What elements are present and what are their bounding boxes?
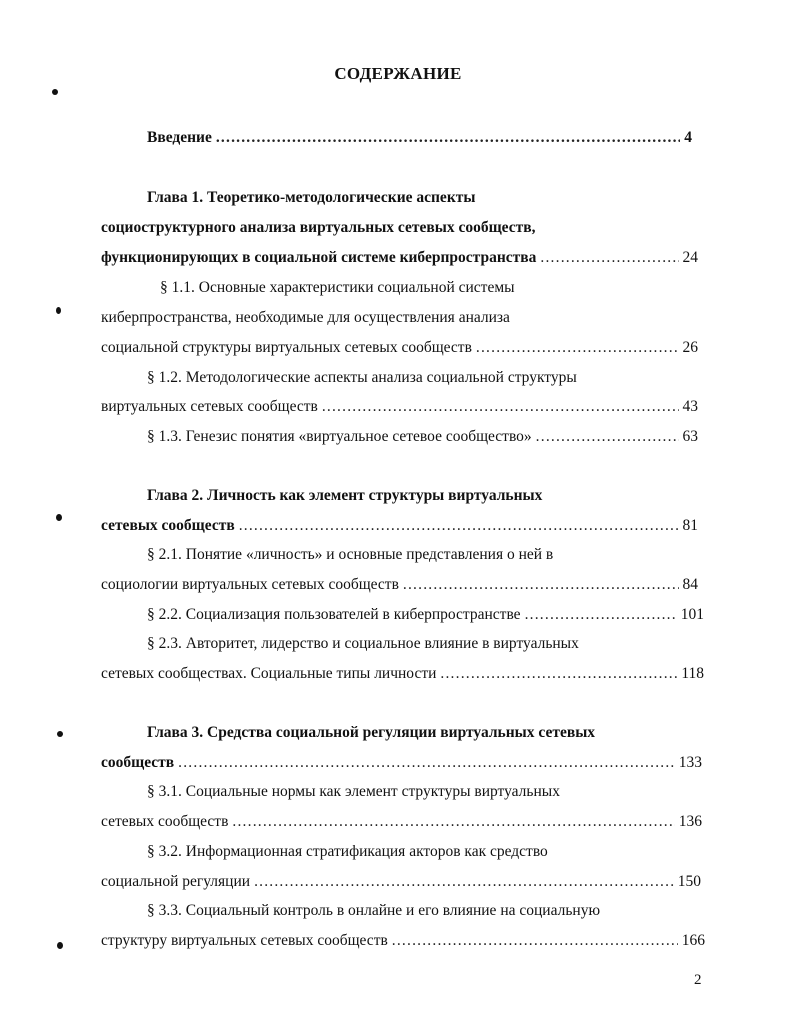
leader-dots (392, 931, 678, 951)
section-3-1-line: сетевых сообществ (101, 813, 229, 830)
section-3-2-line: социальной регуляции (101, 873, 251, 890)
chapter-1-page: 24 (682, 249, 698, 266)
scan-mark (57, 942, 63, 949)
section-3-1-line: § 3.1. Социальные нормы как элемент структуры виртуальных (147, 783, 560, 800)
section-1-3-entry (147, 427, 698, 447)
leader-dots (476, 338, 679, 358)
leader-dots (254, 872, 674, 892)
section-3-1-page: 136 (678, 813, 702, 830)
section-1-1-entry (101, 338, 698, 358)
section-1-2-line: § 1.2. Методологические аспекты анализа социальной структуры (147, 369, 577, 386)
section-3-2-page: 150 (677, 873, 701, 890)
section-3-3-entry (101, 931, 705, 951)
leader-dots (525, 605, 677, 625)
section-1-1-line: киберпространства, необходимые для осуществления анализа (101, 309, 510, 326)
chapter-2-entry (101, 516, 698, 536)
section-1-1-page: 26 (682, 339, 698, 356)
leader-dots (322, 397, 679, 417)
leader-dots (536, 427, 679, 447)
page-title: СОДЕРЖАНИЕ (334, 64, 462, 83)
chapter-2-heading-line: Глава 2. Личность как элемент структуры виртуальных (147, 487, 543, 504)
section-1-3-page: 63 (682, 428, 698, 445)
toc-intro-page: 4 (684, 129, 692, 146)
section-2-3-page: 118 (681, 665, 704, 682)
page-number: 2 (694, 972, 702, 988)
scan-mark (56, 514, 62, 521)
scan-mark (57, 731, 63, 737)
section-2-1-line: § 2.1. Понятие «личность» и основные представления о ней в (147, 546, 554, 563)
section-1-2-entry (101, 397, 698, 417)
section-2-1-page: 84 (682, 576, 698, 593)
section-2-3-line: § 2.3. Авторитет, лидерство и социальное влияние в виртуальных (147, 635, 579, 652)
leader-dots (178, 753, 675, 773)
toc-intro-entry (147, 128, 692, 148)
section-3-2-line: § 3.2. Информационная стратификация акторов как средство (147, 843, 548, 860)
leader-dots (403, 575, 679, 595)
chapter-3-heading-line: Глава 3. Средства социальной регуляции виртуальных сетевых (147, 724, 596, 741)
chapter-1-heading-line: функционирующих в социальной системе киберпространства (101, 249, 537, 266)
chapter-2-heading-line: сетевых сообществ (101, 517, 235, 534)
section-1-3-line: § 1.3. Генезис понятия «виртуальное сетевое сообщество» (147, 428, 532, 445)
chapter-3-entry (101, 753, 702, 773)
chapter-3-page: 133 (678, 754, 702, 771)
leader-dots (232, 812, 674, 832)
chapter-1-heading-line: социоструктурного анализа виртуальных сетевых сообществ, (101, 219, 536, 236)
section-1-2-line: виртуальных сетевых сообществ (101, 398, 318, 415)
section-2-3-entry (101, 664, 704, 684)
section-1-1-line: социальной структуры виртуальных сетевых сообществ (101, 339, 472, 356)
leader-dots (216, 128, 680, 148)
section-2-1-line: социологии виртуальных сетевых сообществ (101, 576, 399, 593)
chapter-1-entry (101, 248, 698, 268)
chapter-1-heading-line: Глава 1. Теоретико-методологические аспекты (147, 189, 476, 206)
section-2-2-page: 101 (680, 606, 704, 623)
section-3-3-line: § 3.3. Социальный контроль в онлайне и его влияние на социальную (147, 902, 601, 919)
toc-intro-label: Введение (147, 129, 212, 146)
section-2-3-line: сетевых сообществах. Социальные типы личности (101, 665, 437, 682)
section-1-1-line: § 1.1. Основные характеристики социальной системы (160, 279, 515, 296)
leader-dots (440, 664, 677, 684)
scan-mark (52, 89, 58, 95)
section-3-2-entry (101, 872, 701, 892)
section-2-2-line: § 2.2. Социализация пользователей в киберпространстве (147, 606, 521, 623)
section-2-1-entry (101, 575, 698, 595)
section-3-3-page: 166 (681, 932, 705, 949)
leader-dots (239, 516, 679, 536)
section-2-2-entry (147, 605, 704, 625)
section-1-2-page: 43 (682, 398, 698, 415)
chapter-3-heading-line: сообществ (101, 754, 175, 771)
section-3-1-entry (101, 812, 702, 832)
leader-dots (540, 248, 678, 268)
section-3-3-line: структуру виртуальных сетевых сообществ (101, 932, 388, 949)
chapter-2-page: 81 (682, 517, 698, 534)
scan-mark (56, 307, 61, 314)
